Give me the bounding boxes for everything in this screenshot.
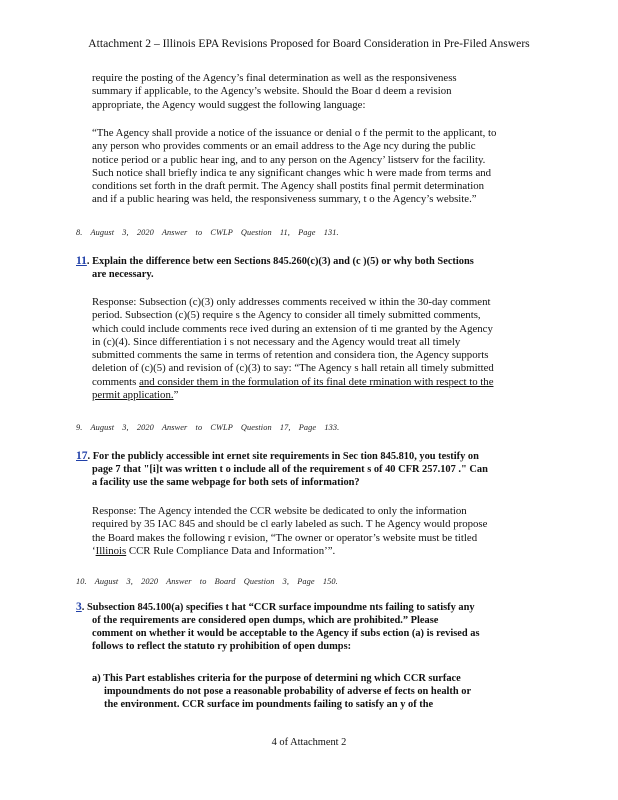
intro-line: require the posting of the Agency’s final determination as well as the responsiveness — [92, 72, 457, 84]
inserted-text: Illinois — [95, 544, 127, 557]
question-text: a facility use the same webpage for both sets of information? — [92, 477, 360, 488]
quote-line: and if a public hearing was held, the responsiveness summary, t o the Agency’s website.” — [92, 193, 477, 206]
question-number-link[interactable]: 3 — [76, 601, 82, 613]
inserted-text: permit application. — [92, 389, 174, 402]
subsection-line: the environment. CCR surface im poundments failing to satisfy an y of the — [104, 699, 434, 710]
response-line: Response: The Agency intended the CCR website be dedicated to only the information — [92, 505, 467, 517]
response-line: Response: Subsection (c)(3) only addresses comments received w ithin the 30-day comment — [92, 296, 491, 308]
response-line: the Board makes the following r evision, “The owner or operator’s website must be titled — [92, 531, 478, 544]
response-text: CCR Rule Compliance Data and Information’”. — [126, 544, 336, 557]
question-11 — [76, 255, 546, 281]
question-number-link[interactable]: 17 — [76, 450, 88, 462]
proposed-subsection-a — [92, 672, 552, 711]
response-line: in (c)(4). Since differentiation i s not necessary and the Agency would treat all timely — [92, 335, 461, 348]
source-note: 10. August 3, 2020 Answer to Board Question 3, Page 150. — [76, 577, 338, 586]
question-text: follows to reflect the statuto ry prohibition of open dumps: — [92, 641, 352, 652]
quote-line: any person who provides comments or an email address to the Age ncy during the public — [92, 140, 476, 153]
quote-line: “The Agency shall provide a notice of the issuance or denial o f the permit to the applicant, to — [92, 127, 497, 139]
quote-line: Such notice shall briefly indica te any significant changes whic h were made from terms and — [92, 166, 492, 179]
question-17 — [76, 450, 546, 489]
response-text: ” — [173, 389, 179, 402]
intro-line: summary if applicable, to the Agency’s website. Should the Boar d deem a revision — [92, 85, 452, 98]
response-11 — [92, 296, 552, 402]
question-text: . For the publicly accessible int ernet site requirements in Sec tion 845.810, you testify on — [87, 451, 479, 462]
intro-line: appropriate, the Agency would suggest the following language: — [92, 98, 366, 111]
response-line: submitted comments the same in terms of retention and considera tion, the Agency supports — [92, 349, 489, 362]
question-text: are necessary. — [92, 269, 154, 280]
question-number-link[interactable]: 11 — [76, 255, 87, 267]
question-text: . Subsection 845.100(a) specifies t hat “CCR surface impoundme nts failing to satisfy any — [81, 602, 475, 613]
source-note: 9. August 3, 2020 Answer to CWLP Question 17, Page 133. — [76, 423, 340, 432]
page-header: Attachment 2 – Illinois EPA Revisions Proposed for Board Consideration in Pre-Filed Answers — [88, 37, 530, 50]
question-text: comment on whether it would be acceptable to the Agency if subs ection (a) is revised as — [92, 628, 480, 639]
page-footer: 4 of Attachment 2 — [271, 737, 347, 748]
quote-line: conditions set forth in the draft permit. The Agency shall postits final permit determination — [92, 180, 485, 193]
response-text: comments — [92, 375, 140, 388]
response-line — [92, 376, 552, 389]
question-text: page 7 that "[i]t was written t o include all of the requirement s of 40 CFR 257.107 ." Can — [92, 464, 488, 475]
inserted-text: and consider them in the formulation of its final dete rmination with respect to the — [139, 375, 494, 388]
response-line: period. Subsection (c)(5) require s the Agency to consider all timely submitted comments, — [92, 309, 481, 322]
response-line: deletion of (c)(5) and revision of (c)(3) to say: “The Agency s hall retain all timely submitted — [92, 362, 494, 375]
subsection-line: impoundments do not pose a reasonable probability of adverse ef fects on health or — [104, 686, 472, 697]
response-line — [92, 389, 552, 402]
proposed-language-quote — [92, 127, 562, 207]
subsection-line: a) This Part establishes criteria for the purpose of determini ng which CCR surface — [92, 673, 461, 684]
question-text: of the requirements are considered open dumps, which are prohibited.” Please — [92, 615, 439, 626]
response-line — [92, 545, 552, 558]
question-3 — [76, 601, 546, 653]
quote-line: notice period or a public hear ing, and to any person on the Agency’ listserv for the facility. — [92, 153, 486, 166]
response-text: ‘ — [92, 544, 96, 557]
response-17 — [92, 505, 552, 558]
source-note: 8. August 3, 2020 Answer to CWLP Question 11, Page 131. — [76, 228, 339, 237]
response-line: required by 35 IAC 845 and should be cl early labeled as such. T he Agency would propose — [92, 518, 488, 531]
intro-paragraph — [92, 72, 552, 112]
question-text: . Explain the difference betw een Sections 845.260(c)(3) and (c )(5) or why both Sections — [86, 256, 474, 267]
response-line: which could include comments rece ived during an extension of ti me granted by the Agency — [92, 322, 493, 335]
